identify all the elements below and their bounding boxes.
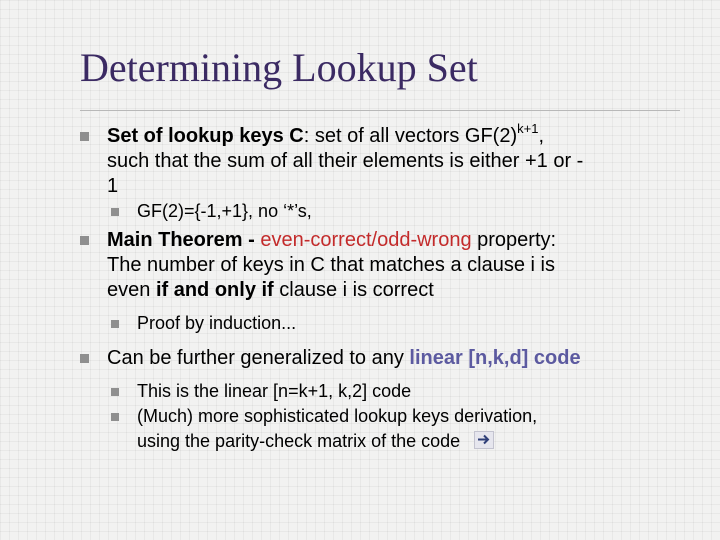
highlight-text: linear [n,k,d] code <box>409 347 581 369</box>
bullet-line <box>137 429 680 454</box>
bullet-square-icon <box>111 320 119 328</box>
bullet-text: property: <box>471 229 557 251</box>
sub-bullet <box>80 311 680 336</box>
bullet-line <box>107 121 680 149</box>
bullet-text: , <box>538 125 544 147</box>
title-divider <box>80 110 680 111</box>
bullet-lookup-keys <box>80 121 680 199</box>
bullet-list <box>80 121 680 454</box>
bullet-text: Can be further generalized to any <box>107 347 410 369</box>
sub-bullet-text: This is the linear [n=k+1, k,2] code <box>137 381 412 401</box>
right-arrow-icon[interactable] <box>474 431 494 449</box>
bullet-line <box>107 278 680 303</box>
sub-bullet <box>80 379 680 404</box>
sub-bullet <box>80 404 680 454</box>
bold-term: Set of lookup keys C <box>107 125 304 147</box>
bullet-line: such that the sum of all their elements is either +1 or - <box>107 150 584 172</box>
bold-term: if and only if <box>155 279 274 301</box>
bold-term: Main Theorem - <box>107 229 261 251</box>
bullet-text: clause i is correct <box>273 279 434 301</box>
sub-bullet-text: Proof by induction... <box>137 313 297 333</box>
slide-title: Determining Lookup Set <box>80 45 478 90</box>
bullet-generalization <box>80 346 680 371</box>
bullet-line: (Much) more sophisticated lookup keys derivation, <box>137 406 538 426</box>
bullet-text: even <box>107 279 156 301</box>
bullet-square-icon <box>111 413 119 421</box>
sub-bullet-text: GF(2)={-1,+1}, no ‘*’s, <box>137 201 312 221</box>
sub-bullet <box>80 199 680 224</box>
bullet-text: : set of all vectors GF(2) <box>303 125 518 147</box>
bullet-line: 1 <box>107 175 119 197</box>
bullet-square-icon <box>111 208 119 216</box>
bullet-square-icon <box>111 388 119 396</box>
bullet-line: The number of keys in C that matches a clause i is <box>107 254 555 276</box>
superscript: k+1 <box>517 121 539 136</box>
bullet-main-theorem <box>80 228 680 303</box>
bullet-line <box>107 228 680 253</box>
sub-bullet-text: using the parity-check matrix of the code <box>137 431 461 451</box>
bullet-line <box>107 346 680 371</box>
highlight-text: even-correct/odd-wrong <box>260 229 472 251</box>
bullet-square-icon <box>80 132 89 141</box>
bullet-square-icon <box>80 354 89 363</box>
bullet-square-icon <box>80 236 89 245</box>
